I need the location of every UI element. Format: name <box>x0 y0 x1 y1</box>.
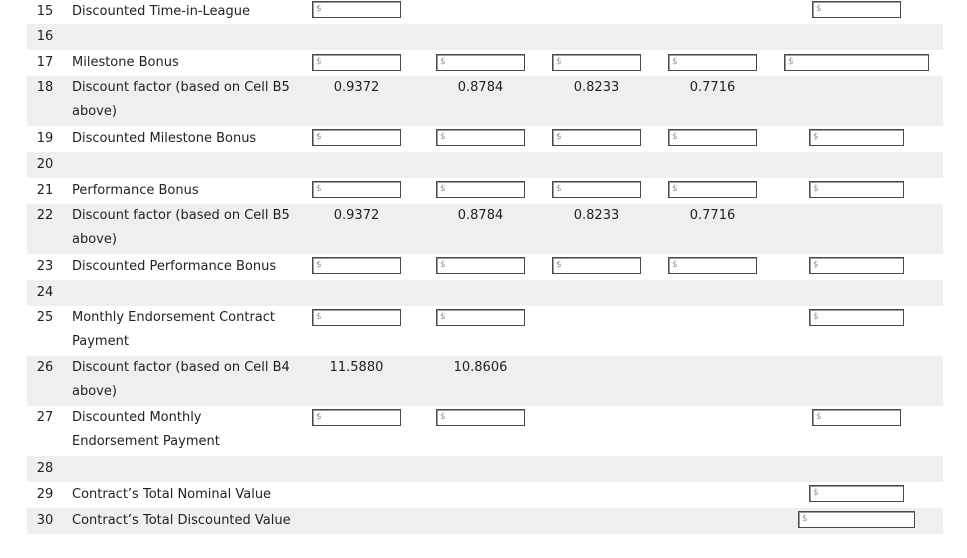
row-label: Contract’s Total Discounted Value <box>72 513 291 528</box>
dollar-sign: $ <box>816 4 822 14</box>
amount-input[interactable] <box>668 129 757 146</box>
amount-input[interactable] <box>809 181 904 198</box>
discount-factor-value: 0.7716 <box>689 80 736 95</box>
table-row <box>27 356 943 406</box>
dollar-sign: $ <box>440 184 446 194</box>
dollar-sign: $ <box>813 184 819 194</box>
amount-input[interactable] <box>809 309 904 326</box>
amount-input[interactable] <box>312 181 401 198</box>
amount-input[interactable] <box>552 181 641 198</box>
row-number: 24 <box>36 285 54 300</box>
dollar-sign: $ <box>556 132 562 142</box>
row-label: Monthly Endorsement Contract Payment <box>72 310 276 349</box>
discount-factor-value: 0.8784 <box>457 80 504 95</box>
table-row <box>27 204 943 254</box>
dollar-sign: $ <box>316 132 322 142</box>
discount-factor-value: 0.8233 <box>573 208 620 223</box>
table-row <box>27 178 943 204</box>
amount-input[interactable] <box>668 54 757 71</box>
row-label: Discount factor (based on Cell B5 above) <box>72 208 290 247</box>
dollar-sign: $ <box>440 312 446 322</box>
table-row <box>27 254 943 280</box>
amount-input[interactable] <box>552 257 641 274</box>
amount-input[interactable] <box>809 129 904 146</box>
dollar-sign: $ <box>316 260 322 270</box>
table-row <box>27 482 943 508</box>
dollar-sign: $ <box>788 57 794 67</box>
amount-input[interactable] <box>312 1 401 18</box>
amount-input[interactable] <box>668 181 757 198</box>
dollar-sign: $ <box>440 132 446 142</box>
amount-input[interactable] <box>312 54 401 71</box>
worksheet-table <box>27 0 943 558</box>
table-row <box>27 152 943 178</box>
amount-input[interactable] <box>798 511 915 528</box>
dollar-sign: $ <box>316 57 322 67</box>
row-number: 17 <box>36 55 54 70</box>
row-number: 26 <box>36 360 54 375</box>
table-row <box>27 24 943 50</box>
dollar-sign: $ <box>316 312 322 322</box>
row-number: 30 <box>36 513 54 528</box>
dollar-sign: $ <box>813 488 819 498</box>
row-number: 16 <box>36 29 54 44</box>
row-number: 20 <box>36 157 54 172</box>
row-number: 15 <box>36 4 54 19</box>
dollar-sign: $ <box>813 132 819 142</box>
row-number: 29 <box>36 487 54 502</box>
dollar-sign: $ <box>672 57 678 67</box>
dollar-sign: $ <box>672 132 678 142</box>
amount-input[interactable] <box>436 54 525 71</box>
row-label: Performance Bonus <box>72 183 199 198</box>
amount-input[interactable] <box>312 409 401 426</box>
row-label: Discount factor (based on Cell B4 above) <box>72 360 290 399</box>
row-label: Contract’s Total Nominal Value <box>72 487 272 502</box>
row-number: 23 <box>36 259 54 274</box>
table-row <box>27 280 943 306</box>
dollar-sign: $ <box>813 312 819 322</box>
amount-input[interactable] <box>668 257 757 274</box>
table-row <box>27 0 943 24</box>
row-label: Discounted Monthly Endorsement Payment <box>72 410 220 449</box>
amount-input[interactable] <box>812 409 901 426</box>
dollar-sign: $ <box>816 412 822 422</box>
row-number: 27 <box>36 410 54 425</box>
amount-input[interactable] <box>436 257 525 274</box>
dollar-sign: $ <box>316 184 322 194</box>
dollar-sign: $ <box>556 57 562 67</box>
row-label: Discounted Time-in-League <box>72 4 250 19</box>
table-row <box>27 306 943 356</box>
row-number: 25 <box>36 310 54 325</box>
amount-input[interactable] <box>436 181 525 198</box>
dollar-sign: $ <box>316 4 322 14</box>
amount-input[interactable] <box>552 129 641 146</box>
amount-input[interactable] <box>552 54 641 71</box>
table-row <box>27 76 943 126</box>
amount-input[interactable] <box>809 257 904 274</box>
discount-factor-value: 0.8233 <box>573 80 620 95</box>
row-label: Discount factor (based on Cell B5 above) <box>72 80 290 119</box>
dollar-sign: $ <box>316 412 322 422</box>
dollar-sign: $ <box>672 260 678 270</box>
row-number: 19 <box>36 131 54 146</box>
discount-factor-value: 0.9372 <box>333 208 380 223</box>
dollar-sign: $ <box>440 260 446 270</box>
dollar-sign: $ <box>813 260 819 270</box>
amount-input[interactable] <box>312 129 401 146</box>
discount-factor-value: 0.8784 <box>457 208 504 223</box>
discount-factor-value: 10.8606 <box>453 360 508 375</box>
amount-input[interactable] <box>312 309 401 326</box>
dollar-sign: $ <box>802 514 808 524</box>
dollar-sign: $ <box>440 57 446 67</box>
amount-input[interactable] <box>436 129 525 146</box>
amount-input[interactable] <box>809 485 904 502</box>
table-row <box>27 508 943 534</box>
discount-factor-value: 0.9372 <box>333 80 380 95</box>
dollar-sign: $ <box>440 412 446 422</box>
row-label: Discounted Performance Bonus <box>72 259 277 274</box>
dollar-sign: $ <box>672 184 678 194</box>
row-number: 22 <box>36 208 54 223</box>
table-row <box>27 50 943 76</box>
amount-input[interactable] <box>436 409 525 426</box>
discount-factor-value: 11.5880 <box>329 360 384 375</box>
table-row <box>27 456 943 482</box>
table-row <box>27 406 943 456</box>
amount-input[interactable] <box>312 257 401 274</box>
row-label: Milestone Bonus <box>72 55 179 70</box>
row-number: 21 <box>36 183 54 198</box>
row-number: 28 <box>36 461 54 476</box>
amount-input[interactable] <box>784 54 929 71</box>
amount-input[interactable] <box>436 309 525 326</box>
discount-factor-value: 0.7716 <box>689 208 736 223</box>
table-row <box>27 126 943 152</box>
row-number: 18 <box>36 80 54 95</box>
dollar-sign: $ <box>556 184 562 194</box>
dollar-sign: $ <box>556 260 562 270</box>
amount-input[interactable] <box>812 1 901 18</box>
row-label: Discounted Milestone Bonus <box>72 131 257 146</box>
